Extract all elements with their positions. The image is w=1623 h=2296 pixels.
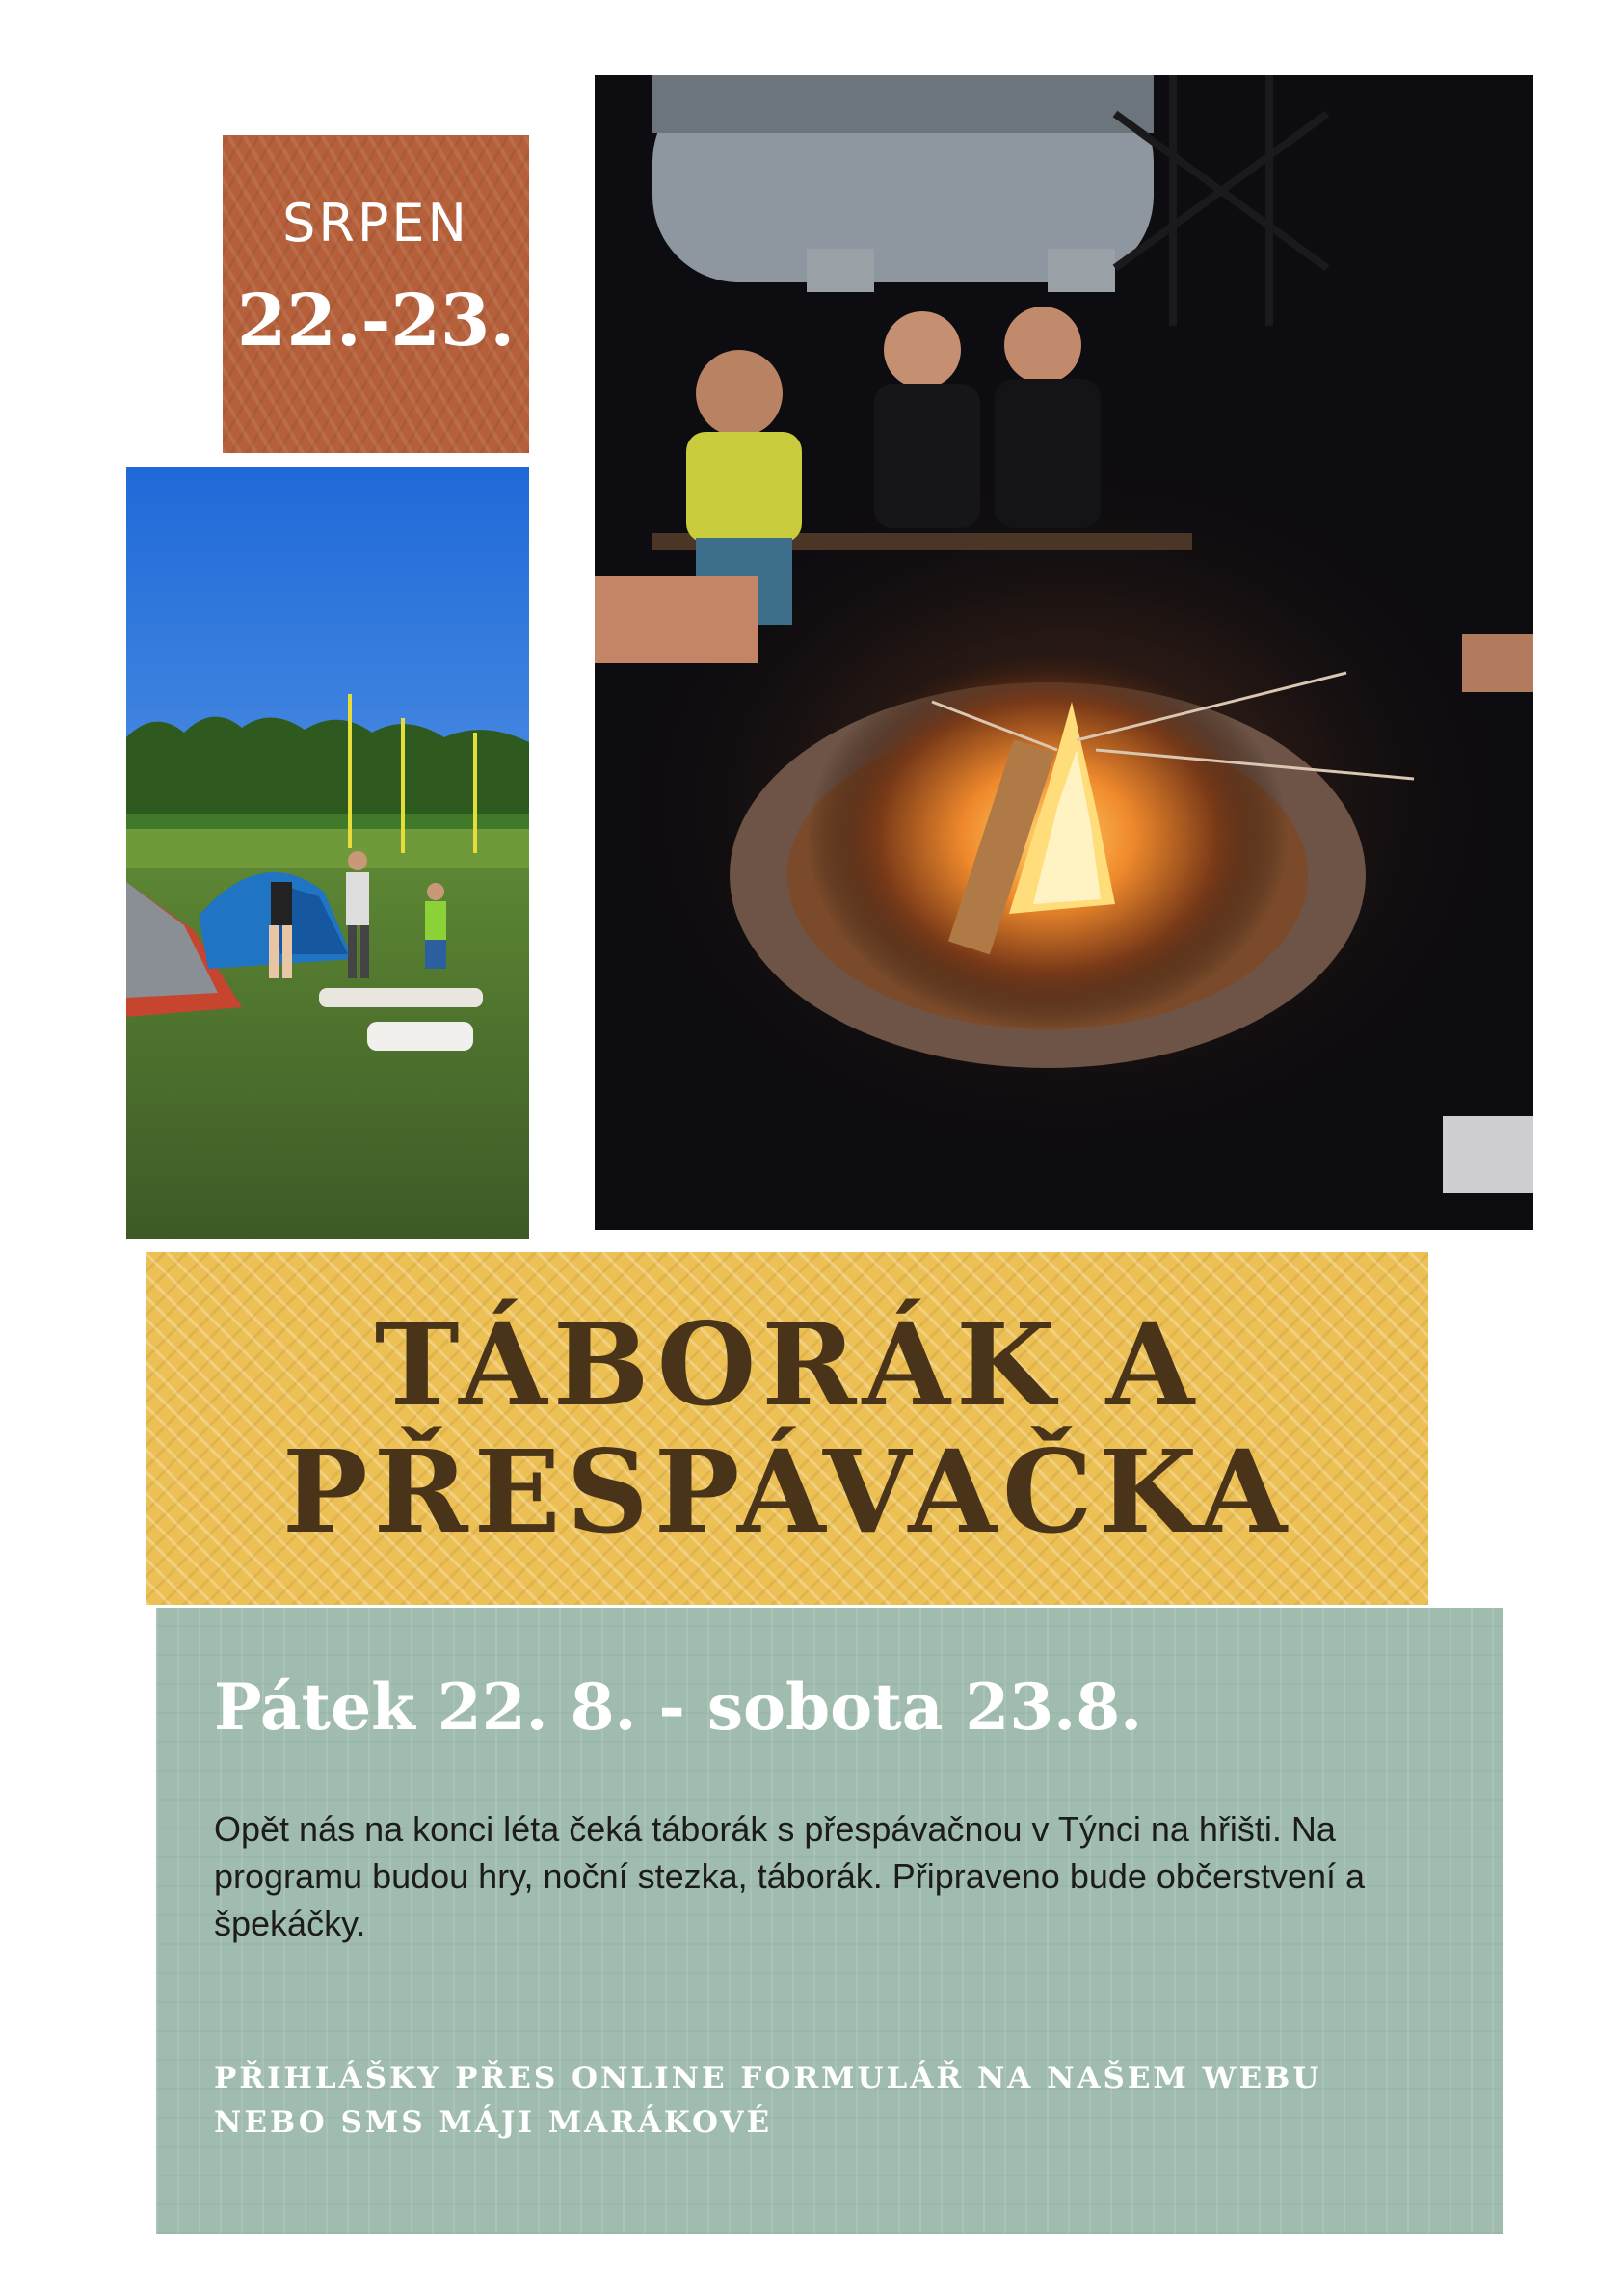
event-dates: Pátek 22. 8. - sobota 23.8. bbox=[214, 1669, 1143, 1745]
event-description: Opět nás na konci léta čeká táborák s přespávačnou v Týnci na hřišti. Na programu budou hry, noční stezka, táborák. Připraveno bude občerstvení a špekáčky. bbox=[214, 1809, 1366, 1943]
date-month: SRPEN bbox=[282, 193, 469, 254]
title-line-1: TÁBORÁK A bbox=[374, 1297, 1201, 1431]
campfire-photo-illustration bbox=[595, 75, 1533, 1230]
info-panel bbox=[156, 1608, 1503, 2234]
tents-photo bbox=[126, 467, 529, 1239]
date-badge bbox=[223, 135, 529, 453]
campfire-photo bbox=[595, 75, 1533, 1230]
date-days: 22.-23. bbox=[236, 280, 516, 362]
registration-note: PŘIHLÁŠKY PŘES ONLINE FORMULÁŘ NA NAŠEM WEBU NEBO SMS MÁJI MARÁKOVÉ bbox=[214, 2061, 1322, 2140]
tents-photo-illustration bbox=[126, 467, 529, 1239]
title-band bbox=[146, 1252, 1428, 1605]
title-line-2: PŘESPÁVAČKA bbox=[281, 1425, 1293, 1559]
